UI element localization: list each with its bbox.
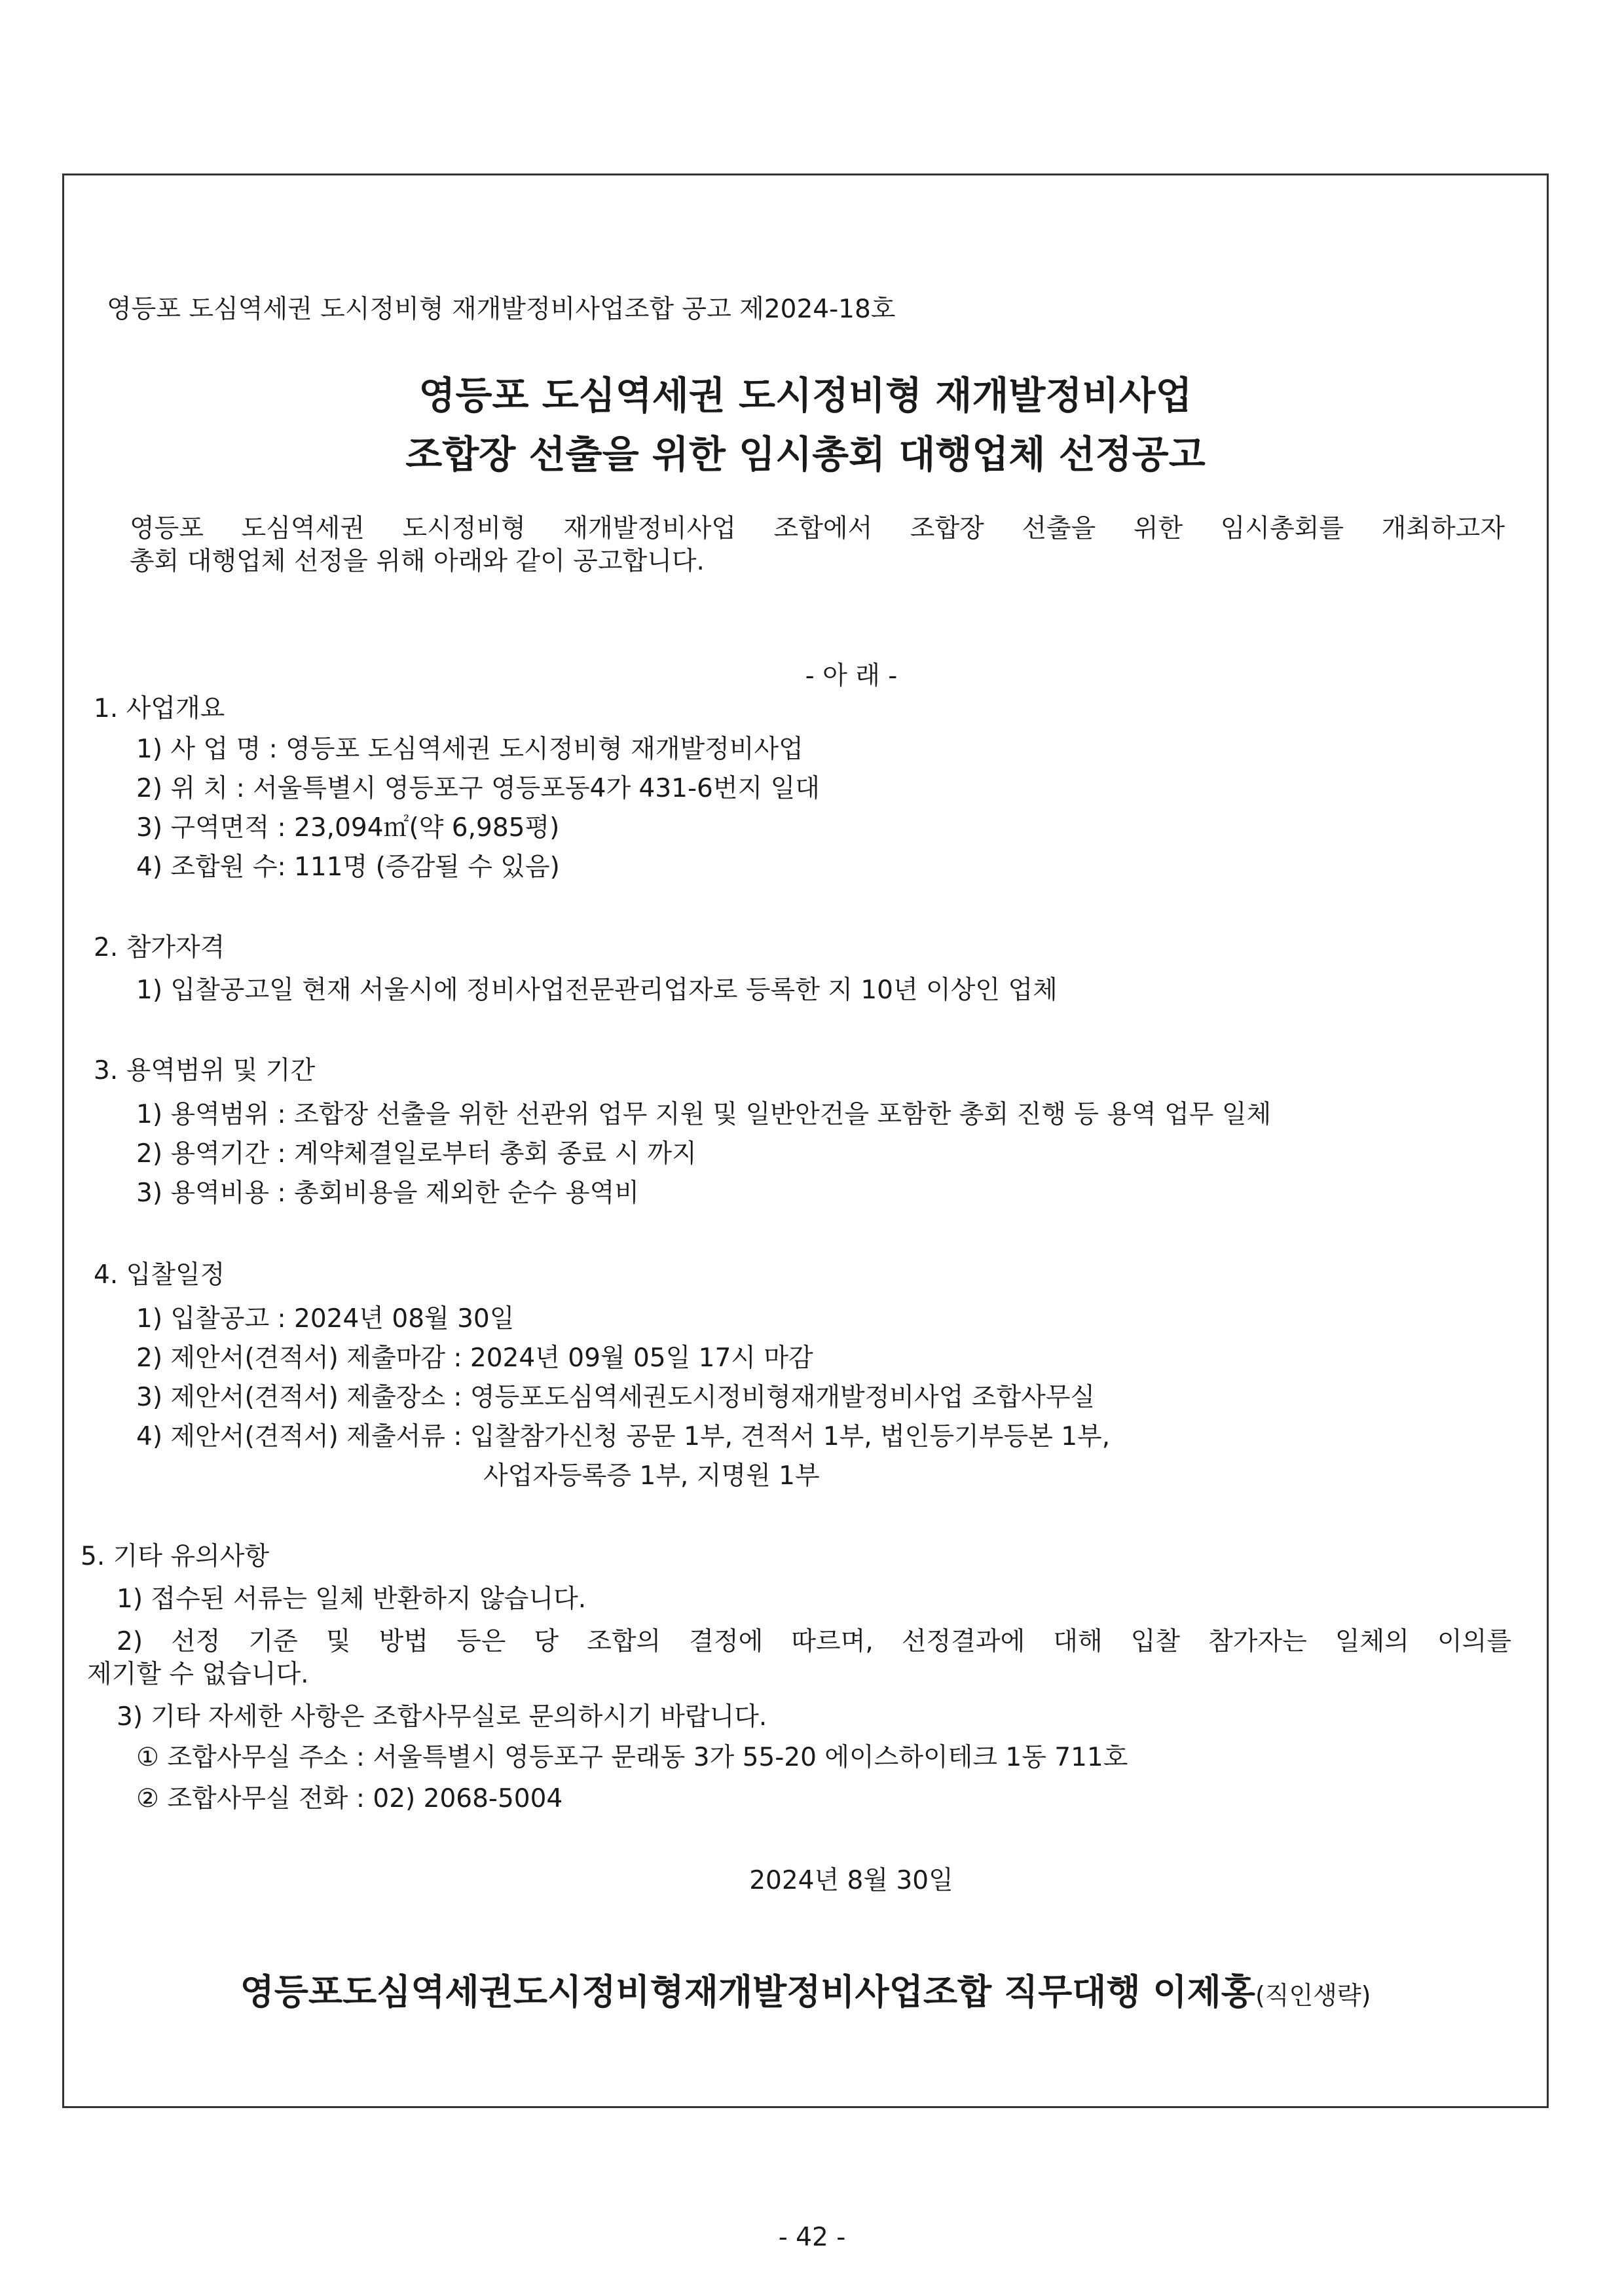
section-4-item-cont: 사업자등록증 1부, 지명원 1부 bbox=[483, 1461, 820, 1491]
section-4-heading: 4. 입찰일정 bbox=[94, 1260, 225, 1290]
section-5-item: 2) 선정 기준 및 방법 등은 당 조합의 결정에 따르며, 선정결과에 대해 입찰 참가자는 일체의 이의를 bbox=[117, 1627, 1511, 1656]
section-5-contact-address: ① 조합사무실 주소 : 서울특별시 영등포구 문래동 3가 55-20 에이스하이테크 1동 711호 bbox=[136, 1743, 1128, 1772]
notice-frame bbox=[62, 173, 1549, 2108]
section-3-item: 2) 용역기간 : 계약체결일로부터 총회 종료 시 까지 bbox=[136, 1139, 697, 1169]
intro-line-1: 영등포 도심역세권 도시정비형 재개발정비사업 조합에서 조합장 선출을 위한 임시총회를 개최하고자 bbox=[130, 514, 1505, 543]
below-marker: - 아 래 - bbox=[805, 661, 898, 691]
notice-date: 2024년 8월 30일 bbox=[749, 1866, 953, 1895]
section-5-item: 1) 접수된 서류는 일체 반환하지 않습니다. bbox=[117, 1584, 587, 1614]
notice-number: 영등포 도심역세권 도시정비형 재개발정비사업조합 공고 제2024-18호 bbox=[107, 295, 896, 324]
section-5-heading: 5. 기타 유의사항 bbox=[81, 1542, 270, 1571]
section-3-item: 3) 용역비용 : 총회비용을 제외한 순수 용역비 bbox=[136, 1178, 640, 1208]
intro-line-2: 총회 대행업체 선정을 위해 아래와 같이 공고합니다. bbox=[130, 547, 705, 576]
section-1-heading: 1. 사업개요 bbox=[94, 694, 225, 723]
section-4-item: 3) 제안서(견적서) 제출장소 : 영등포도심역세권도시정비형재개발정비사업 조합사무실 bbox=[136, 1383, 1096, 1412]
section-3-item: 1) 용역범위 : 조합장 선출을 위한 선관위 업무 지원 및 일반안건을 포함한 총회 진행 등 용역 업무 일체 bbox=[136, 1100, 1272, 1129]
seal-note: (직인생략) bbox=[1255, 1981, 1371, 2010]
section-1-item: 3) 구역면적 : 23,094㎡(약 6,985평) bbox=[136, 813, 560, 843]
section-5-contact-phone: ② 조합사무실 전화 : 02) 2068-5004 bbox=[136, 1784, 563, 1813]
section-2-item: 1) 입찰공고일 현재 서울시에 정비사업전문관리업자로 등록한 지 10년 이상인 업체 bbox=[136, 975, 1058, 1005]
section-3-heading: 3. 용역범위 및 기간 bbox=[94, 1056, 316, 1085]
title-line-2: 조합장 선출을 위한 임시총회 대행업체 선정공고 bbox=[405, 432, 1206, 477]
section-5-item: 3) 기타 자세한 사항은 조합사무실로 문의하시기 바랍니다. bbox=[117, 1702, 767, 1732]
section-4-item: 2) 제안서(견적서) 제출마감 : 2024년 09월 05일 17시 마감 bbox=[136, 1343, 813, 1373]
issuer-name: 영등포도심역세권도시정비형재개발정비사업조합 직무대행 이제홍 bbox=[240, 1971, 1255, 2013]
title-line-1: 영등포 도심역세권 도시정비형 재개발정비사업 bbox=[418, 373, 1192, 418]
section-1-item: 4) 조합원 수: 111명 (증감될 수 있음) bbox=[136, 852, 560, 882]
section-5-item-cont: 제기할 수 없습니다. bbox=[87, 1660, 309, 1689]
page-number: - 42 - bbox=[778, 2223, 846, 2252]
issuer-line bbox=[64, 1969, 1547, 2018]
section-4-item: 4) 제안서(견적서) 제출서류 : 입찰참가신청 공문 1부, 견적서 1부, 법인등기부등본 1부, bbox=[136, 1422, 1111, 1451]
section-4-item: 1) 입찰공고 : 2024년 08월 30일 bbox=[136, 1304, 515, 1334]
section-1-item: 1) 사 업 명 : 영등포 도심역세권 도시정비형 재개발정비사업 bbox=[136, 735, 803, 764]
section-1-item: 2) 위 치 : 서울특별시 영등포구 영등포동4가 431-6번지 일대 bbox=[136, 774, 820, 803]
section-2-heading: 2. 참가자격 bbox=[94, 933, 225, 962]
